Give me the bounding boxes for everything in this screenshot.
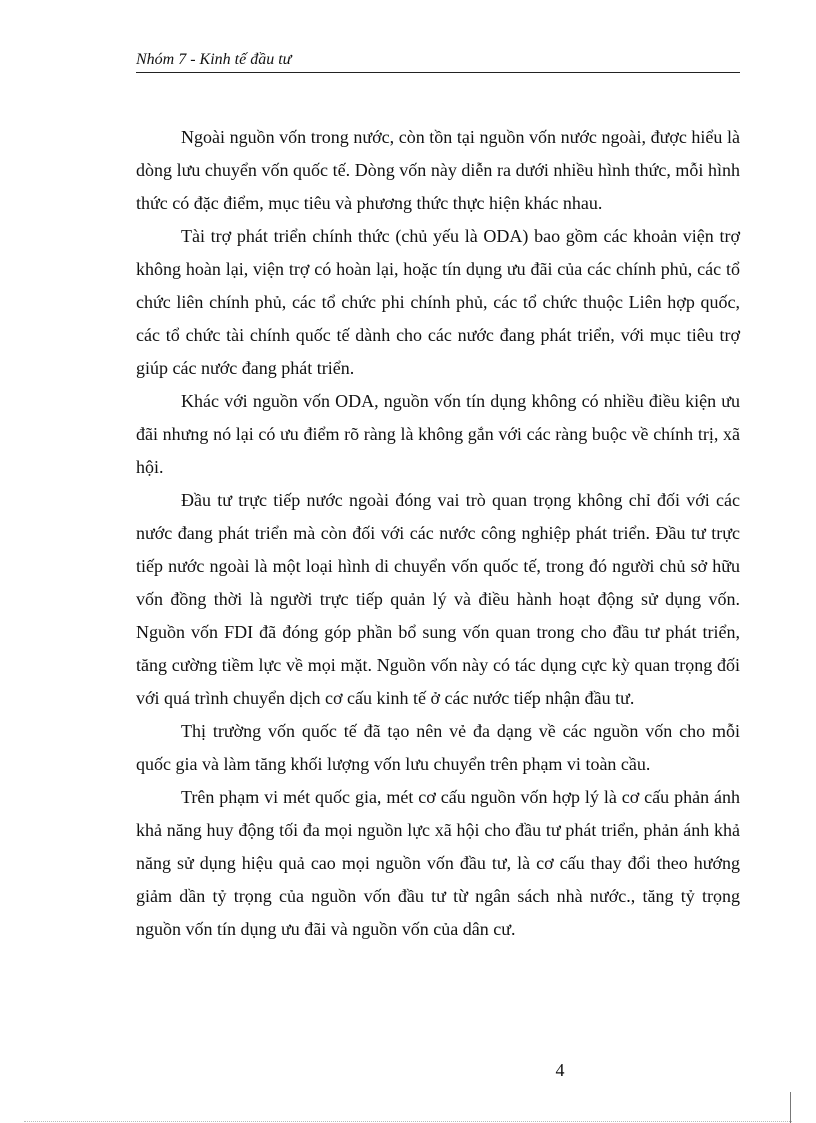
document-body xyxy=(136,121,740,946)
page-corner-mark xyxy=(790,1092,791,1123)
paragraph-international-market: Thị trường vốn quốc tế đã tạo nên vẻ đa dạng về các nguồn vốn cho mỗi quốc gia và làm tăng khối lượng vốn lưu chuyển trên phạm vi toàn cầu. xyxy=(136,721,740,774)
page-bottom-edge xyxy=(24,1121,792,1122)
paragraph-foreign-capital: Ngoài nguồn vốn trong nước, còn tồn tại nguồn vốn nước ngoài, được hiểu là dòng lưu chuyển vốn quốc tế. Dòng vốn này diễn ra dưới nhiều hình thức, mỗi hình thức có đặc điểm, mục tiêu và phương thức thực hiện khác nhau. xyxy=(136,127,740,213)
paragraph-fdi: Đầu tư trực tiếp nước ngoài đóng vai trò quan trọng không chỉ đối với các nước đang phát triển mà còn đối với các nước công nghiệp phát triển. Đầu tư trực tiếp nước ngoài là một loại hình di chuyển vốn quốc tế, trong đó người chủ sở hữu vốn đồng thời là người trực tiếp quản lý và điều hành hoạt động sử dụng vốn. Nguồn vốn FDI đã đóng góp phần bổ sung vốn quan trong cho đầu tư phát triển, tăng cường tiềm lực về mọi mặt. Nguồn vốn này có tác dụng cực kỳ quan trọng đối với quá trình chuyển dịch cơ cấu kinh tế ở các nước tiếp nhận đầu tư. xyxy=(136,490,740,708)
paragraph-oda: Tài trợ phát triển chính thức (chủ yếu là ODA) bao gồm các khoản viện trợ không hoàn lại, viện trợ có hoàn lại, hoặc tín dụng ưu đãi của các chính phủ, các tổ chức liên chính phủ, các tổ chức phi chính phủ, các tổ chức thuộc Liên hợp quốc, các tổ chức tài chính quốc tế dành cho các nước đang phát triển, với mục tiêu trợ giúp các nước đang phát triển. xyxy=(136,226,740,378)
paragraph-capital-structure: Trên phạm vi mét quốc gia, mét cơ cấu nguồn vốn hợp lý là cơ cấu phản ánh khả năng huy động tối đa mọi nguồn lực xã hội cho đầu tư phát triển, phản ánh khả năng sử dụng hiệu quả cao mọi nguồn vốn đầu tư, là cơ cấu thay đổi theo hướng giảm dần tỷ trọng của nguồn vốn đầu tư từ ngân sách nhà nước., tăng tỷ trọng nguồn vốn tín dụng ưu đãi và nguồn vốn của dân cư. xyxy=(136,787,740,939)
page-header xyxy=(136,48,740,73)
page-number: 4 xyxy=(555,1060,565,1080)
paragraph-credit-capital: Khác với nguồn vốn ODA, nguồn vốn tín dụng không có nhiều điều kiện ưu đãi nhưng nó lại có ưu điểm rõ ràng là không gắn với các ràng buộc về chính trị, xã hội. xyxy=(136,391,740,477)
header-title: Nhóm 7 - Kinh tế đầu tư xyxy=(136,51,292,68)
